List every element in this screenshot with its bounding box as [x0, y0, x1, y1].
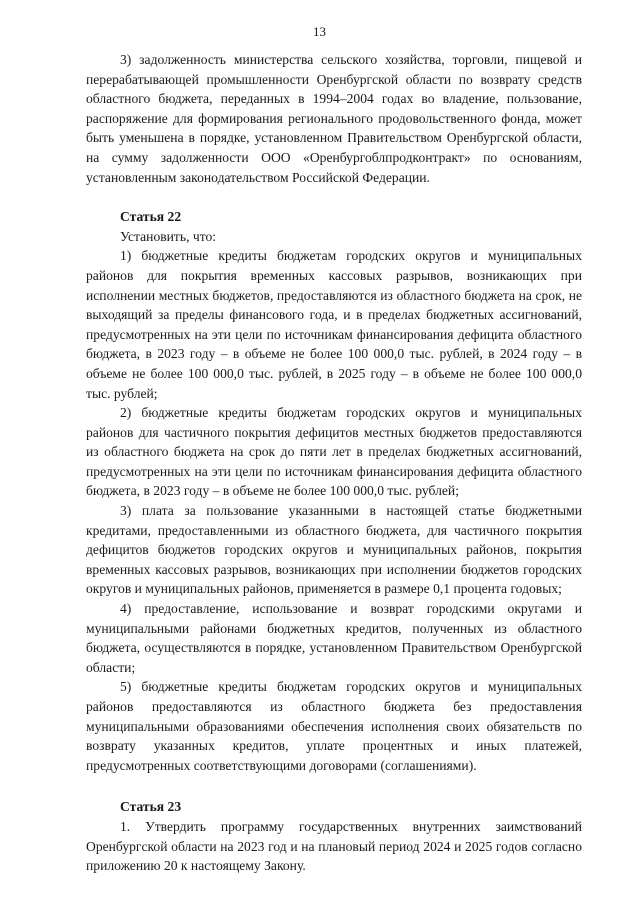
paragraph-establish: Установить, что: [120, 228, 217, 244]
paragraph-item-3-debt: 3) задолженность министерства сельского хозяйства, торговли, пищевой и перерабатывающей промышленности Оренбургской области по возврату средств областного бюджета, переданных в 1994–2004 годах во владение, пользование, распоряжение для формирования регионального продовольственного фонда, может быть уменьшена в порядке, установленном Правительством Оренбургской области, на сумму задолженности ООО «Оренбургоблпродконтракт» по основаниям, установленным законодательством Российской Федерации. [86, 52, 582, 185]
article-23-heading: Статья 23 [120, 799, 182, 815]
paragraph-item-1: 1) бюджетные кредиты бюджетам городских округов и муниципальных районов для покрытия временных кассовых разрывов, возникающих при исполнении местных бюджетов, предоставляются из областного бюджета на срок, не выходящий за пределы финансового года, и в пределах бюджетных ассигнований, предусмотренных на эти цели по источникам финансирования дефицита областного бюджета, в 2023 году – в объеме не более 100 000,0 тыс. рублей, в 2024 году – в объеме не более 100 000,0 тыс. рублей, в 2025 году – в объеме не более 100 000,0 тыс. рублей; [86, 248, 582, 401]
paragraph-article-23-item-1: 1. Утвердить программу государственных внутренних заимствований Оренбургской области на 2023 год и на плановый период 2024 и 2025 годов согласно приложению 20 к настоящему Закону. [86, 818, 582, 874]
paragraph-item-5: 5) бюджетные кредиты бюджетам городских округов и муниципальных районов предоставляются из областного бюджета без предоставления муниципальными образованиями обеспечения исполнения своих обязательств по возврату указанных кредитов, уплате процентных и иных платежей, предусмотренных соответствующими договорами (соглашениями). [86, 679, 582, 773]
article-22-heading: Статья 22 [120, 209, 182, 225]
paragraph-item-3: 3) плата за пользование указанными в настоящей статье бюджетными кредитами, предоставленными из областного бюджета, для частичного покрытия дефицитов бюджетов городских округов и муниципальных районов, покрытия временных кассовых разрывов, возникающих при исполнении бюджетов городских округов и муниципальных районов, применяется в размере 0,1 процента годовых; [86, 503, 582, 597]
paragraph-item-4: 4) предоставление, использование и возврат городскими округами и муниципальными районами бюджетных кредитов, полученных из областного бюджета, осуществляются в порядке, установленном Правительством Оренбургской области; [86, 601, 582, 675]
document-body [86, 50, 582, 876]
paragraph-item-2: 2) бюджетные кредиты бюджетам городских округов и муниципальных районов для частичного покрытия дефицитов местных бюджетов предоставляются из областного бюджета на срок до пяти лет в пределах бюджетных ассигнований, предусмотренных на эти цели по источникам финансирования дефицита областного бюджета, в 2023 году – в объеме не более 100 000,0 тыс. рублей; [86, 405, 582, 499]
page-number: 13 [313, 24, 326, 39]
